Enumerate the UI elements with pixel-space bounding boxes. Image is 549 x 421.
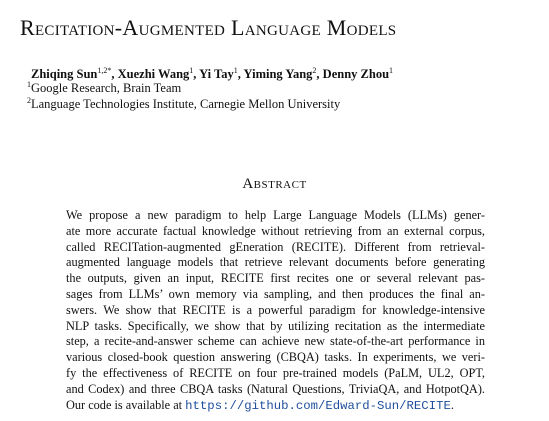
affiliation-mark: 2: [27, 96, 31, 105]
abstract-line: various closed-book question answering (CBQA) tasks. In experiments, we veri-: [66, 350, 485, 365]
author-name: Zhiqing Sun: [31, 67, 98, 81]
author-name: Yi Tay: [199, 67, 234, 81]
author-name: Xuezhi Wang: [117, 67, 190, 81]
affiliation-text: Language Technologies Institute, Carnegie Mellon University: [31, 97, 341, 111]
author-name: Yiming Yang: [243, 67, 313, 81]
abstract-heading: Abstract: [242, 176, 307, 192]
abstract-code-suffix: .: [450, 397, 454, 412]
abstract-line: the outputs, given an input, RECITE first recites one or several relevant pas-: [66, 271, 485, 286]
author-affiliation-mark: 1,2*: [97, 66, 112, 75]
abstract-line: sages from LLMs’ own memory via sampling, and then produces the final an-: [66, 286, 485, 301]
abstract-line: called RECITation-augmented gEneration (RECITE). Different from retrieval-: [66, 239, 485, 254]
affiliation-line: [27, 96, 340, 112]
author-list: Zhiqing Sun$^{1,2*}$, Xuezhi Wang$^1$, Yi Tay$^1$, Yiming Yang$^2$, Denny Zhou$^1$: [31, 66, 394, 81]
abstract-line: NLP tasks. Specifically, we show that by utilizing recitation as the intermediate: [66, 318, 485, 333]
code-repository-link[interactable]: https://github.com/Edward-Sun/RECITE: [185, 398, 451, 413]
affiliation-mark: 1: [27, 80, 31, 89]
author-affiliation-mark: 1: [389, 66, 394, 75]
abstract-body: [66, 208, 485, 414]
author-name: Denny Zhou: [322, 67, 390, 81]
abstract-line: ate more accurate factual knowledge without retrieving from an external corpus,: [66, 223, 485, 238]
abstract-line: fy the effectiveness of RECITE on four pre-trained models (PaLM, UL2, OPT,: [66, 365, 485, 380]
abstract-code-prefix: Our code is available at: [66, 397, 186, 412]
abstract-line: augmented language models that retrieve relevant documents before generating: [66, 255, 485, 270]
abstract-final-line: [66, 398, 485, 415]
abstract-line: We propose a new paradigm to help Large Language Models (LLMs) gener-: [66, 208, 485, 222]
author-affiliation-mark: 2: [312, 66, 317, 75]
abstract-line: step, a recite-and-answer scheme can achieve new state-of-the-art performance in: [66, 334, 485, 349]
affiliation-line: [27, 80, 181, 96]
author-affiliation-mark: 1: [189, 66, 194, 75]
abstract-line: swers. We show that RECITE is a powerful paradigm for knowledge-intensive: [66, 302, 485, 317]
author-affiliation-mark: 1: [233, 66, 238, 75]
abstract-line: and Codex) and three CBQA tasks (Natural Questions, TriviaQA, and HotpotQA).: [66, 381, 485, 396]
paper-title: Recitation-Augmented Language Models: [20, 15, 397, 40]
affiliation-text: Google Research, Brain Team: [31, 81, 182, 95]
